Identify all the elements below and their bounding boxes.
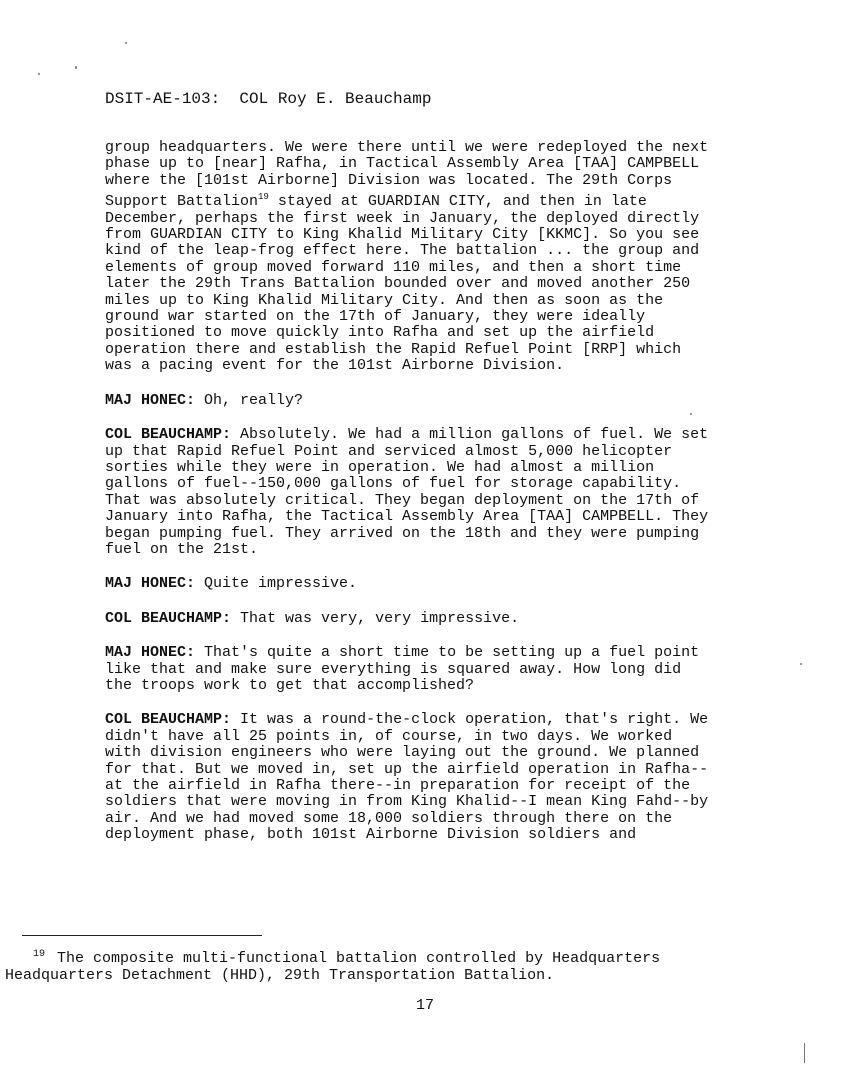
- paragraph-text: Quite impressive.: [204, 575, 358, 593]
- paragraph-text: That was very, very impressive.: [240, 609, 520, 627]
- paragraph: [105, 712, 715, 843]
- paragraph-text: Oh, really?: [204, 391, 304, 409]
- speaker-label: COL BEAUCHAMP:: [105, 711, 232, 729]
- scan-speck: [125, 42, 127, 44]
- transcript-body: [105, 140, 715, 862]
- paragraph-text: It was a round-the-clock operation, that's right. We didn't have all 25 points in, of course, in two days. We worked with division engineers who were laying out the ground. We planned for that. But we moved in, set up the airfield operation in Rafha--at the airfield in Rafha there--in preparation for receipt of the soldiers that were moving in from King Khalid--I mean King Fahd--by air. And we had moved some 18,000 soldiers through there on the deployment phase, both 101st Airborne Division soldiers and: [105, 711, 709, 844]
- paragraph-text: stayed at GUARDIAN CITY, and then in late December, perhaps the first week in January, the deployed directly from GUARDIAN CITY to King Khalid Military City [KKMC]. So you see kind of the leap-frog effect here. The battalion ... the group and elements of group moved forward 110 miles, and then a short time later the 29th Trans Battalion bounded over and moved another 250 miles up to King Khalid Military City. And then as soon as the ground war started on the 17th of January, they were ideally positioned to move quickly into Rafha and set up the airfield operation there and establish the Rapid Refuel Point [RRP] which was a pacing event for the 101st Airborne Division.: [105, 193, 700, 375]
- interviewee-name: COL Roy E. Beauchamp: [239, 90, 432, 108]
- paragraph-text: That's quite a short time to be setting up a fuel point like that and make sure everything is squared away. How long did the troops work to get that accomplished?: [105, 644, 700, 694]
- paragraph-text: group headquarters. We were there until we were redeployed the next phase up to [near] Rafha, in Tactical Assembly Area [TAA] CAMPBELL where the [101st Airborne] Division was located. The 29th Corps Support Battalion: [105, 139, 709, 211]
- footnote: [5, 946, 765, 984]
- scan-speck: [38, 73, 40, 75]
- paragraph: [105, 611, 715, 627]
- page-header: [105, 90, 431, 108]
- speaker-label: MAJ HONEC:: [105, 644, 196, 662]
- paragraph: [105, 140, 715, 375]
- footnote-reference: 19: [258, 192, 269, 203]
- speaker-label: COL BEAUCHAMP:: [105, 426, 232, 444]
- footnote-text: The composite multi-functional battalion controlled by Headquarters Headquarters Detachment (HHD), 29th Transportation Battalion.: [5, 950, 661, 984]
- paragraph: [105, 576, 715, 592]
- paragraph: [105, 645, 715, 694]
- speaker-label: COL BEAUCHAMP:: [105, 609, 232, 627]
- scan-speck: [800, 663, 802, 665]
- paragraph-text: Absolutely. We had a million gallons of fuel. We set up that Rapid Refuel Point and serviced almost 5,000 helicopter sorties while they were in operation. We had almost a million gallons of fuel--150,000 gallons of fuel for storage capability. That was absolutely critical. They began deployment on the 17th of January into Rafha, the Tactical Assembly Area [TAA] CAMPBELL. They began pumping fuel. They arrived on the 18th and they were pumping fuel on the 21st.: [105, 426, 709, 558]
- footnote-number: 19: [33, 949, 46, 960]
- scan-speck: [75, 66, 77, 69]
- document-id: DSIT-AE-103:: [105, 90, 221, 108]
- speaker-label: MAJ HONEC:: [105, 391, 196, 409]
- page-number: 17: [415, 997, 434, 1014]
- paragraph: [105, 427, 715, 558]
- paragraph: [105, 393, 715, 409]
- footnote-divider: [22, 935, 262, 936]
- scan-speck: [804, 1043, 805, 1063]
- speaker-label: MAJ HONEC:: [105, 575, 196, 593]
